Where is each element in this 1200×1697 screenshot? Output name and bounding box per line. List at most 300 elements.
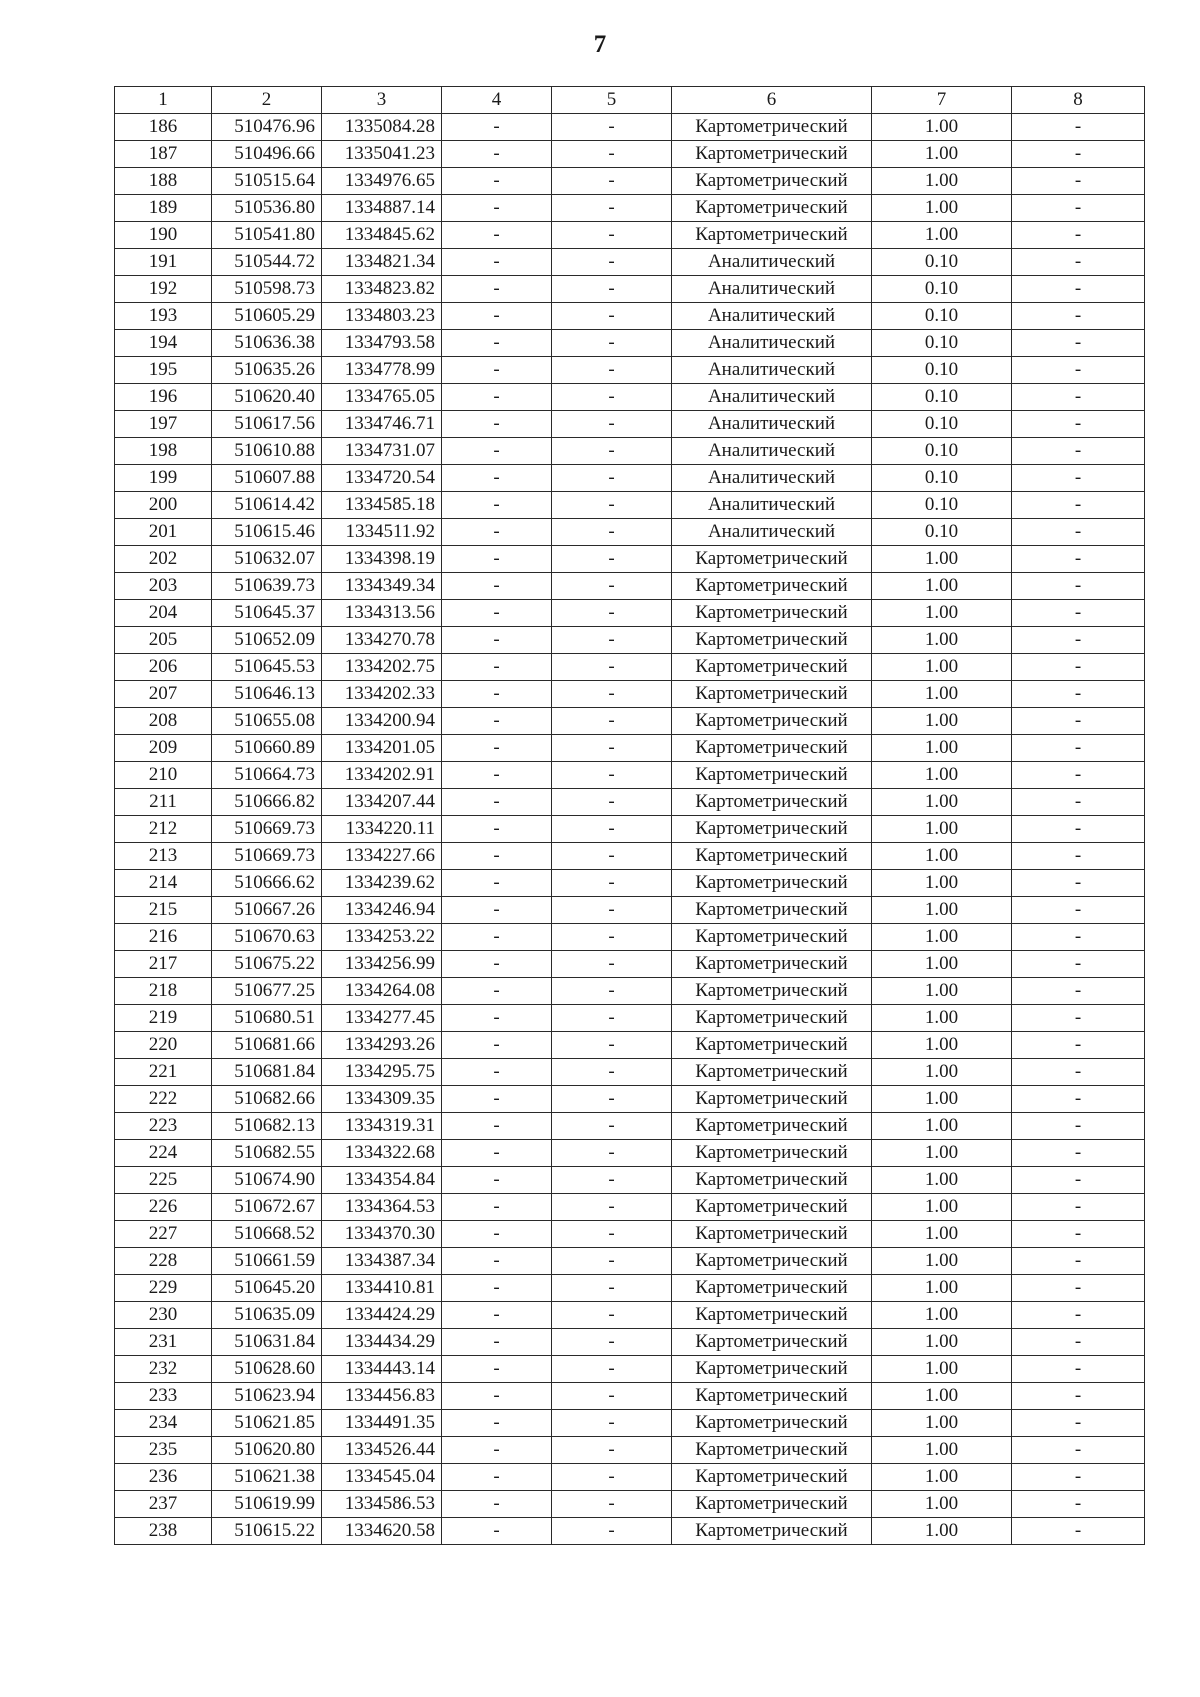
cell-col-5: - xyxy=(552,1194,672,1221)
cell-coord-y: 1334887.14 xyxy=(322,195,442,222)
cell-coord-x: 510628.60 xyxy=(212,1356,322,1383)
cell-point-number: 206 xyxy=(115,654,212,681)
cell-point-number: 203 xyxy=(115,573,212,600)
cell-col-4: - xyxy=(442,492,552,519)
cell-coord-x: 510610.88 xyxy=(212,438,322,465)
cell-col-5: - xyxy=(552,546,672,573)
table-row xyxy=(115,357,1145,384)
cell-coord-x: 510682.66 xyxy=(212,1086,322,1113)
cell-point-number: 227 xyxy=(115,1221,212,1248)
cell-col-5: - xyxy=(552,654,672,681)
cell-method: Аналитический xyxy=(672,519,872,546)
cell-col-4: - xyxy=(442,870,552,897)
cell-coord-y: 1334319.31 xyxy=(322,1113,442,1140)
cell-col-5: - xyxy=(552,276,672,303)
cell-accuracy: 1.00 xyxy=(872,1518,1012,1545)
cell-accuracy: 1.00 xyxy=(872,195,1012,222)
cell-method: Аналитический xyxy=(672,411,872,438)
cell-col-8: - xyxy=(1012,249,1145,276)
cell-col-5: - xyxy=(552,1248,672,1275)
cell-coord-x: 510660.89 xyxy=(212,735,322,762)
cell-accuracy: 1.00 xyxy=(872,1194,1012,1221)
cell-coord-x: 510621.85 xyxy=(212,1410,322,1437)
cell-col-5: - xyxy=(552,141,672,168)
cell-coord-y: 1334293.26 xyxy=(322,1032,442,1059)
cell-accuracy: 1.00 xyxy=(872,1005,1012,1032)
cell-coord-x: 510677.25 xyxy=(212,978,322,1005)
cell-col-4: - xyxy=(442,357,552,384)
cell-accuracy: 1.00 xyxy=(872,1248,1012,1275)
cell-col-4: - xyxy=(442,924,552,951)
cell-point-number: 225 xyxy=(115,1167,212,1194)
cell-coord-y: 1334200.94 xyxy=(322,708,442,735)
cell-coord-y: 1334424.29 xyxy=(322,1302,442,1329)
cell-coord-y: 1334256.99 xyxy=(322,951,442,978)
cell-point-number: 186 xyxy=(115,114,212,141)
cell-accuracy: 1.00 xyxy=(872,1086,1012,1113)
cell-method: Картометрический xyxy=(672,1410,872,1437)
table-row xyxy=(115,411,1145,438)
cell-col-4: - xyxy=(442,681,552,708)
cell-method: Аналитический xyxy=(672,249,872,276)
cell-method: Картометрический xyxy=(672,951,872,978)
table-row xyxy=(115,141,1145,168)
table-row xyxy=(115,1194,1145,1221)
cell-accuracy: 0.10 xyxy=(872,384,1012,411)
cell-col-5: - xyxy=(552,168,672,195)
cell-point-number: 194 xyxy=(115,330,212,357)
cell-col-8: - xyxy=(1012,1464,1145,1491)
cell-col-8: - xyxy=(1012,870,1145,897)
cell-col-8: - xyxy=(1012,1491,1145,1518)
cell-col-5: - xyxy=(552,384,672,411)
cell-coord-x: 510645.37 xyxy=(212,600,322,627)
cell-col-8: - xyxy=(1012,384,1145,411)
cell-col-8: - xyxy=(1012,1248,1145,1275)
cell-col-4: - xyxy=(442,465,552,492)
cell-col-5: - xyxy=(552,1329,672,1356)
cell-accuracy: 1.00 xyxy=(872,1302,1012,1329)
cell-col-5: - xyxy=(552,573,672,600)
table-row xyxy=(115,978,1145,1005)
cell-coord-y: 1334313.56 xyxy=(322,600,442,627)
table-row xyxy=(115,1329,1145,1356)
cell-point-number: 231 xyxy=(115,1329,212,1356)
cell-point-number: 188 xyxy=(115,168,212,195)
cell-point-number: 237 xyxy=(115,1491,212,1518)
cell-col-4: - xyxy=(442,384,552,411)
cell-col-5: - xyxy=(552,978,672,1005)
cell-col-4: - xyxy=(442,762,552,789)
cell-accuracy: 1.00 xyxy=(872,924,1012,951)
cell-coord-y: 1334620.58 xyxy=(322,1518,442,1545)
cell-method: Картометрический xyxy=(672,735,872,762)
cell-point-number: 204 xyxy=(115,600,212,627)
table-row xyxy=(115,1464,1145,1491)
cell-col-4: - xyxy=(442,1437,552,1464)
cell-accuracy: 1.00 xyxy=(872,735,1012,762)
cell-coord-y: 1334586.53 xyxy=(322,1491,442,1518)
cell-col-4: - xyxy=(442,141,552,168)
table-row xyxy=(115,843,1145,870)
cell-point-number: 230 xyxy=(115,1302,212,1329)
cell-method: Картометрический xyxy=(672,924,872,951)
table-row xyxy=(115,789,1145,816)
table-row xyxy=(115,1140,1145,1167)
cell-col-5: - xyxy=(552,627,672,654)
cell-col-5: - xyxy=(552,465,672,492)
cell-point-number: 236 xyxy=(115,1464,212,1491)
table-row xyxy=(115,330,1145,357)
table-row xyxy=(115,168,1145,195)
cell-coord-y: 1334456.83 xyxy=(322,1383,442,1410)
cell-coord-x: 510619.99 xyxy=(212,1491,322,1518)
cell-col-4: - xyxy=(442,168,552,195)
table-row xyxy=(115,1491,1145,1518)
cell-col-8: - xyxy=(1012,195,1145,222)
cell-coord-x: 510645.53 xyxy=(212,654,322,681)
cell-coord-y: 1335041.23 xyxy=(322,141,442,168)
table-row xyxy=(115,249,1145,276)
cell-col-4: - xyxy=(442,1275,552,1302)
cell-coord-x: 510620.40 xyxy=(212,384,322,411)
cell-col-8: - xyxy=(1012,1275,1145,1302)
cell-col-8: - xyxy=(1012,1005,1145,1032)
cell-coord-y: 1334443.14 xyxy=(322,1356,442,1383)
cell-coord-y: 1334765.05 xyxy=(322,384,442,411)
cell-col-8: - xyxy=(1012,1194,1145,1221)
column-header: 2 xyxy=(212,87,322,114)
cell-accuracy: 1.00 xyxy=(872,1167,1012,1194)
table-row xyxy=(115,654,1145,681)
cell-coord-x: 510681.84 xyxy=(212,1059,322,1086)
cell-coord-y: 1334387.34 xyxy=(322,1248,442,1275)
cell-coord-x: 510639.73 xyxy=(212,573,322,600)
cell-method: Картометрический xyxy=(672,1113,872,1140)
cell-point-number: 198 xyxy=(115,438,212,465)
cell-coord-y: 1334202.91 xyxy=(322,762,442,789)
cell-accuracy: 1.00 xyxy=(872,1356,1012,1383)
cell-point-number: 207 xyxy=(115,681,212,708)
cell-method: Картометрический xyxy=(672,1248,872,1275)
cell-coord-y: 1334309.35 xyxy=(322,1086,442,1113)
cell-coord-y: 1334220.11 xyxy=(322,816,442,843)
cell-method: Аналитический xyxy=(672,384,872,411)
cell-coord-y: 1334349.34 xyxy=(322,573,442,600)
cell-col-4: - xyxy=(442,951,552,978)
cell-col-8: - xyxy=(1012,1383,1145,1410)
cell-col-8: - xyxy=(1012,465,1145,492)
cell-col-4: - xyxy=(442,735,552,762)
cell-col-4: - xyxy=(442,330,552,357)
cell-col-4: - xyxy=(442,222,552,249)
cell-method: Картометрический xyxy=(672,1167,872,1194)
cell-col-8: - xyxy=(1012,1086,1145,1113)
cell-coord-y: 1334410.81 xyxy=(322,1275,442,1302)
cell-accuracy: 0.10 xyxy=(872,330,1012,357)
cell-point-number: 199 xyxy=(115,465,212,492)
cell-method: Картометрический xyxy=(672,978,872,1005)
column-header: 1 xyxy=(115,87,212,114)
cell-col-8: - xyxy=(1012,1113,1145,1140)
table-row xyxy=(115,1275,1145,1302)
column-header: 7 xyxy=(872,87,1012,114)
cell-col-4: - xyxy=(442,249,552,276)
cell-col-8: - xyxy=(1012,1437,1145,1464)
cell-coord-x: 510655.08 xyxy=(212,708,322,735)
cell-col-4: - xyxy=(442,1059,552,1086)
cell-col-4: - xyxy=(442,600,552,627)
cell-col-5: - xyxy=(552,1086,672,1113)
cell-coord-x: 510623.94 xyxy=(212,1383,322,1410)
cell-coord-x: 510620.80 xyxy=(212,1437,322,1464)
cell-col-4: - xyxy=(442,1113,552,1140)
cell-col-5: - xyxy=(552,843,672,870)
table-header-row xyxy=(115,87,1145,114)
cell-col-8: - xyxy=(1012,276,1145,303)
cell-coord-x: 510476.96 xyxy=(212,114,322,141)
cell-col-4: - xyxy=(442,627,552,654)
table-row xyxy=(115,951,1145,978)
cell-coord-x: 510681.66 xyxy=(212,1032,322,1059)
cell-method: Картометрический xyxy=(672,195,872,222)
cell-method: Картометрический xyxy=(672,681,872,708)
cell-point-number: 229 xyxy=(115,1275,212,1302)
cell-accuracy: 1.00 xyxy=(872,978,1012,1005)
cell-coord-y: 1334264.08 xyxy=(322,978,442,1005)
cell-coord-x: 510669.73 xyxy=(212,816,322,843)
cell-method: Картометрический xyxy=(672,1383,872,1410)
cell-point-number: 192 xyxy=(115,276,212,303)
cell-coord-y: 1334746.71 xyxy=(322,411,442,438)
cell-coord-x: 510635.26 xyxy=(212,357,322,384)
cell-col-8: - xyxy=(1012,1221,1145,1248)
cell-col-4: - xyxy=(442,1518,552,1545)
cell-coord-x: 510646.13 xyxy=(212,681,322,708)
cell-point-number: 187 xyxy=(115,141,212,168)
cell-col-8: - xyxy=(1012,438,1145,465)
cell-coord-y: 1335084.28 xyxy=(322,114,442,141)
cell-coord-x: 510669.73 xyxy=(212,843,322,870)
table-row xyxy=(115,114,1145,141)
cell-point-number: 208 xyxy=(115,708,212,735)
column-header: 5 xyxy=(552,87,672,114)
cell-coord-x: 510536.80 xyxy=(212,195,322,222)
cell-point-number: 190 xyxy=(115,222,212,249)
cell-method: Картометрический xyxy=(672,573,872,600)
cell-col-4: - xyxy=(442,546,552,573)
cell-coord-x: 510636.38 xyxy=(212,330,322,357)
cell-col-4: - xyxy=(442,1329,552,1356)
cell-coord-x: 510682.55 xyxy=(212,1140,322,1167)
table-row xyxy=(115,195,1145,222)
cell-accuracy: 1.00 xyxy=(872,870,1012,897)
cell-accuracy: 1.00 xyxy=(872,897,1012,924)
table-row xyxy=(115,897,1145,924)
cell-method: Картометрический xyxy=(672,1518,872,1545)
cell-coord-y: 1334246.94 xyxy=(322,897,442,924)
table-row xyxy=(115,1437,1145,1464)
cell-accuracy: 0.10 xyxy=(872,465,1012,492)
cell-accuracy: 1.00 xyxy=(872,114,1012,141)
table-row xyxy=(115,1248,1145,1275)
cell-accuracy: 1.00 xyxy=(872,1437,1012,1464)
cell-col-8: - xyxy=(1012,789,1145,816)
table-row xyxy=(115,762,1145,789)
cell-col-8: - xyxy=(1012,114,1145,141)
table-row xyxy=(115,708,1145,735)
cell-col-5: - xyxy=(552,1005,672,1032)
cell-point-number: 189 xyxy=(115,195,212,222)
cell-col-5: - xyxy=(552,1464,672,1491)
cell-col-5: - xyxy=(552,924,672,951)
table-row xyxy=(115,1032,1145,1059)
cell-col-4: - xyxy=(442,1491,552,1518)
cell-coord-y: 1334585.18 xyxy=(322,492,442,519)
cell-accuracy: 0.10 xyxy=(872,519,1012,546)
cell-method: Картометрический xyxy=(672,546,872,573)
cell-col-5: - xyxy=(552,357,672,384)
cell-point-number: 232 xyxy=(115,1356,212,1383)
cell-coord-y: 1334821.34 xyxy=(322,249,442,276)
table-row xyxy=(115,1167,1145,1194)
cell-method: Картометрический xyxy=(672,816,872,843)
cell-col-8: - xyxy=(1012,573,1145,600)
cell-coord-y: 1334270.78 xyxy=(322,627,442,654)
cell-col-4: - xyxy=(442,1005,552,1032)
cell-point-number: 233 xyxy=(115,1383,212,1410)
cell-method: Картометрический xyxy=(672,1356,872,1383)
cell-col-5: - xyxy=(552,1518,672,1545)
cell-col-8: - xyxy=(1012,1329,1145,1356)
cell-method: Картометрический xyxy=(672,600,872,627)
cell-col-8: - xyxy=(1012,816,1145,843)
cell-point-number: 196 xyxy=(115,384,212,411)
cell-point-number: 223 xyxy=(115,1113,212,1140)
cell-coord-x: 510635.09 xyxy=(212,1302,322,1329)
cell-col-4: - xyxy=(442,276,552,303)
cell-col-8: - xyxy=(1012,141,1145,168)
cell-method: Аналитический xyxy=(672,330,872,357)
cell-col-4: - xyxy=(442,573,552,600)
cell-method: Картометрический xyxy=(672,141,872,168)
cell-col-5: - xyxy=(552,1221,672,1248)
cell-coord-y: 1334202.75 xyxy=(322,654,442,681)
cell-accuracy: 0.10 xyxy=(872,411,1012,438)
cell-method: Картометрический xyxy=(672,654,872,681)
table-body xyxy=(115,114,1145,1545)
cell-col-8: - xyxy=(1012,1302,1145,1329)
cell-coord-x: 510675.22 xyxy=(212,951,322,978)
cell-point-number: 197 xyxy=(115,411,212,438)
cell-point-number: 191 xyxy=(115,249,212,276)
cell-coord-x: 510667.26 xyxy=(212,897,322,924)
cell-col-4: - xyxy=(442,303,552,330)
cell-coord-y: 1334545.04 xyxy=(322,1464,442,1491)
cell-col-5: - xyxy=(552,492,672,519)
cell-col-5: - xyxy=(552,1383,672,1410)
cell-accuracy: 0.10 xyxy=(872,492,1012,519)
cell-col-8: - xyxy=(1012,708,1145,735)
cell-col-5: - xyxy=(552,708,672,735)
cell-method: Картометрический xyxy=(672,870,872,897)
cell-col-4: - xyxy=(442,897,552,924)
cell-col-8: - xyxy=(1012,546,1145,573)
cell-coord-y: 1334322.68 xyxy=(322,1140,442,1167)
cell-coord-x: 510598.73 xyxy=(212,276,322,303)
cell-col-4: - xyxy=(442,411,552,438)
cell-point-number: 210 xyxy=(115,762,212,789)
cell-coord-x: 510661.59 xyxy=(212,1248,322,1275)
cell-col-5: - xyxy=(552,789,672,816)
table-row xyxy=(115,1086,1145,1113)
cell-method: Картометрический xyxy=(672,897,872,924)
cell-col-5: - xyxy=(552,330,672,357)
cell-col-5: - xyxy=(552,1356,672,1383)
cell-accuracy: 1.00 xyxy=(872,222,1012,249)
cell-coord-y: 1334295.75 xyxy=(322,1059,442,1086)
cell-col-4: - xyxy=(442,1248,552,1275)
cell-accuracy: 1.00 xyxy=(872,1275,1012,1302)
cell-coord-x: 510666.82 xyxy=(212,789,322,816)
cell-coord-y: 1334434.29 xyxy=(322,1329,442,1356)
table-row xyxy=(115,1383,1145,1410)
cell-point-number: 220 xyxy=(115,1032,212,1059)
cell-point-number: 213 xyxy=(115,843,212,870)
cell-col-8: - xyxy=(1012,1140,1145,1167)
cell-method: Картометрический xyxy=(672,1194,872,1221)
column-header: 6 xyxy=(672,87,872,114)
table-row xyxy=(115,735,1145,762)
cell-method: Картометрический xyxy=(672,1302,872,1329)
cell-method: Аналитический xyxy=(672,465,872,492)
cell-accuracy: 1.00 xyxy=(872,1059,1012,1086)
cell-point-number: 211 xyxy=(115,789,212,816)
cell-coord-y: 1334793.58 xyxy=(322,330,442,357)
cell-coord-y: 1334202.33 xyxy=(322,681,442,708)
cell-col-8: - xyxy=(1012,654,1145,681)
cell-point-number: 216 xyxy=(115,924,212,951)
cell-accuracy: 1.00 xyxy=(872,168,1012,195)
cell-col-5: - xyxy=(552,762,672,789)
cell-method: Картометрический xyxy=(672,789,872,816)
cell-point-number: 209 xyxy=(115,735,212,762)
cell-method: Картометрический xyxy=(672,222,872,249)
cell-point-number: 217 xyxy=(115,951,212,978)
cell-coord-y: 1334207.44 xyxy=(322,789,442,816)
cell-col-5: - xyxy=(552,951,672,978)
table-row xyxy=(115,1059,1145,1086)
cell-coord-y: 1334364.53 xyxy=(322,1194,442,1221)
cell-method: Картометрический xyxy=(672,1005,872,1032)
cell-col-5: - xyxy=(552,222,672,249)
cell-method: Картометрический xyxy=(672,843,872,870)
cell-coord-y: 1334803.23 xyxy=(322,303,442,330)
cell-col-8: - xyxy=(1012,492,1145,519)
cell-point-number: 226 xyxy=(115,1194,212,1221)
cell-col-5: - xyxy=(552,1491,672,1518)
cell-method: Картометрический xyxy=(672,1032,872,1059)
cell-col-4: - xyxy=(442,816,552,843)
cell-accuracy: 1.00 xyxy=(872,1113,1012,1140)
cell-col-5: - xyxy=(552,600,672,627)
cell-method: Картометрический xyxy=(672,114,872,141)
cell-col-5: - xyxy=(552,1113,672,1140)
cell-coord-x: 510674.90 xyxy=(212,1167,322,1194)
cell-accuracy: 1.00 xyxy=(872,1410,1012,1437)
cell-coord-y: 1334778.99 xyxy=(322,357,442,384)
cell-col-5: - xyxy=(552,681,672,708)
